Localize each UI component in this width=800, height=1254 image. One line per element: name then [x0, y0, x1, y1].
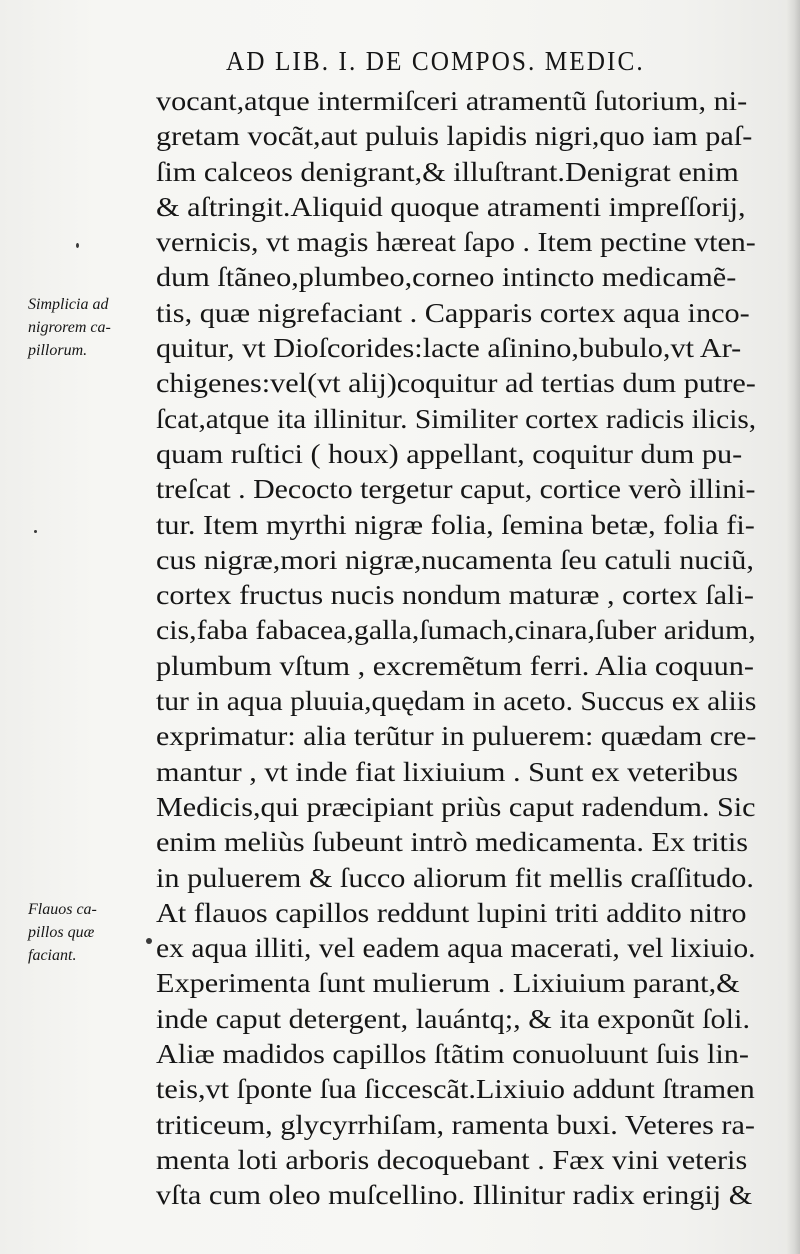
text-line: tis, quæ nigrefaciant . Capparis cortex aqua inco-: [156, 297, 750, 328]
text-line: teis,vt ſponte ſua ſiccescãt.Lixiuio addunt ſtramen: [156, 1074, 755, 1105]
text-line: Experimenta ſunt mulierum . Lixiuium parant,&: [156, 968, 740, 999]
text-line: cortex fructus nucis nondum maturæ , cortex ſali-: [156, 580, 754, 611]
ink-speck: [34, 530, 37, 533]
text-line: menta loti arboris decoquebant . Fæx vini veteris: [156, 1144, 748, 1175]
margin-note-line: faciant.: [28, 947, 77, 964]
margin-note-line: Simplicia ad: [28, 296, 109, 313]
running-head: AD LIB. I. DE COMPOS. MEDIC.: [226, 46, 645, 76]
text-line: vocant,atque intermiſceri atramentũ ſutorium, ni-: [156, 86, 748, 116]
text-line: treſcat . Decocto tergetur caput, cortice verò illini-: [156, 474, 756, 505]
ink-speck: [76, 243, 79, 248]
text-line: vernicis, vt magis hæreat ſapo . Item pectine vten-: [156, 227, 756, 258]
text-line: quitur, vt Dioſcorides:lacte aſinino,bubulo,vt Ar-: [156, 333, 742, 364]
margin-note-line: pillorum.: [28, 342, 88, 359]
margin-note-simplicia: [28, 293, 154, 362]
text-line: cus nigræ,mori nigræ,nucamenta ſeu catuli nuciũ,: [156, 544, 754, 575]
text-line: inde caput detergent, lauántq;, & ita exponũt ſoli.: [156, 1003, 751, 1034]
text-line: dum ſtãneo,plumbeo,corneo intincto medicamẽ-: [156, 262, 737, 293]
text-line: tur in aqua pluuia,quędam in aceto. Succus ex aliis: [156, 686, 757, 717]
margin-note-line: Flauos ca-: [28, 901, 97, 918]
text-line: cis,faba fabacea,galla,ſumach,cinara,ſuber aridum,: [156, 615, 756, 646]
text-line: exprimatur: alia terũtur in puluerem: quædam cre-: [156, 721, 757, 752]
text-line: plumbum vſtum , excremẽtum ferri. Alia coquun-: [156, 650, 754, 681]
text-line: At flauos capillos reddunt lupini triti addito nitro: [156, 897, 747, 928]
margin-note-line: nigrorem ca-: [28, 319, 111, 336]
text-line: Aliæ madidos capillos ſtãtim conuoluunt ſuis lin-: [156, 1039, 750, 1070]
text-line: Medicis,qui præcipiant priùs caput radendum. Sic: [156, 791, 756, 822]
text-line: in puluerem & ſucco aliorum fit mellis craſſitudo.: [156, 862, 754, 893]
text-line: & aſtringit.Aliquid quoque atramenti impreſſorij,: [156, 191, 746, 222]
text-line: triticeum, glycyrrhiſam, ramenta buxi. Veteres ra-: [156, 1109, 755, 1140]
text-line: quam ruſtici ( houx) appellant, coquitur dum pu-: [156, 438, 743, 469]
margin-note-flauos: [28, 898, 154, 967]
text-line: ex aqua illiti, vel eadem aqua macerati, vel lixiuio.: [156, 933, 756, 964]
text-line: chigenes:vel(vt alij)coquitur ad tertias dum putre-: [156, 368, 756, 399]
text-line: vſta cum oleo muſcellino. Illinitur radix eringij &: [156, 1180, 753, 1211]
text-line: enim meliùs ſubeunt intrò medicamenta. Ex tritis: [156, 827, 749, 858]
text-line: gretam vocãt,aut puluis lapidis nigri,quo iam paſ-: [156, 121, 753, 152]
margin-note-line: pillos quæ: [28, 924, 95, 941]
text-line: mantur , vt inde fiat lixiuium . Sunt ex veteribus: [156, 756, 739, 787]
text-line: ſim calceos denigrant,& illuſtrant.Denigrat enim: [156, 156, 739, 187]
text-line: ſcat,atque ita illinitur. Similiter cortex radicis ilicis,: [156, 403, 757, 434]
body-text: [156, 84, 756, 1214]
ink-speck: [146, 938, 152, 944]
text-line: tur. Item myrthi nigræ folia, ſemina betæ, folia fi-: [156, 509, 755, 540]
